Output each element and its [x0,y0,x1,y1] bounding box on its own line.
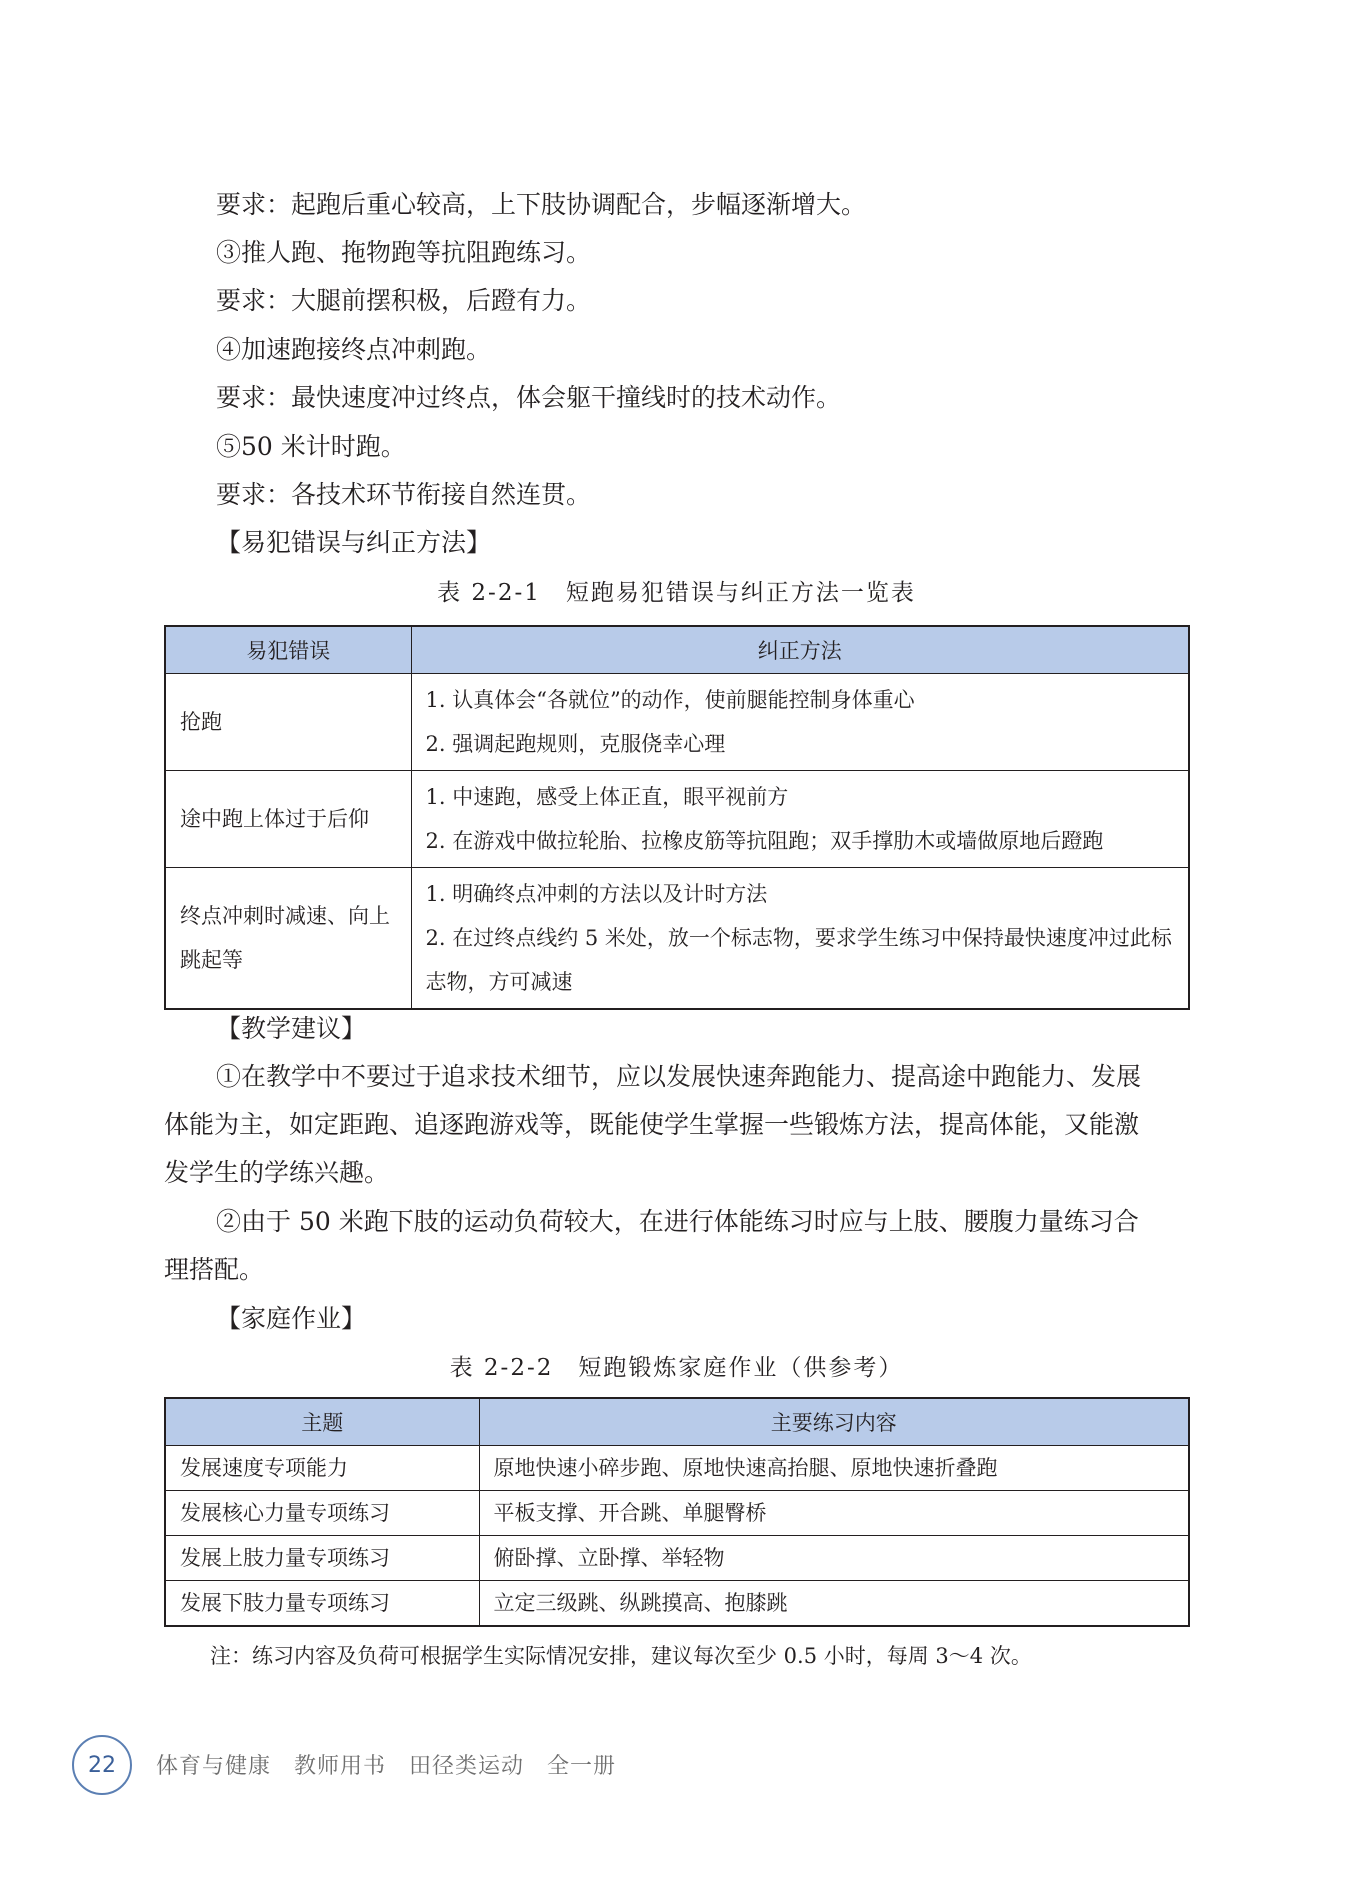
header-topic: 主题 [165,1398,479,1446]
teaching-p2-line2: 理搭配。 [164,1255,265,1284]
teaching-p1-line1: ①在教学中不要过于追求技术细节，应以发展快速奔跑能力、提高途中跑能力、发展 [216,1062,1142,1091]
topic-cell: 发展速度专项能力 [165,1446,479,1491]
exercise-3: ③推人跑、拖物跑等抗阻跑练习。 [216,238,592,267]
table2-note: 注：练习内容及负荷可根据学生实际情况安排，建议每次至少 0.5 小时，每周 3～4 次。 [210,1644,1032,1668]
topic-cell: 发展核心力量专项练习 [165,1491,479,1536]
header-error: 易犯错误 [165,626,411,674]
table-header-row [165,626,1189,674]
topic-cell: 发展下肢力量专项练习 [165,1581,479,1627]
table-row [165,868,1189,1010]
exercise-5: ⑤50 米计时跑。 [216,432,406,461]
table-row [165,1581,1189,1627]
teaching-p1-line2: 体能为主，如定距跑、追逐跑游戏等，既能使学生掌握一些锻炼方法，提高体能，又能激 [164,1110,1140,1139]
header-fix: 纠正方法 [411,626,1189,674]
error-cell: 抢跑 [165,674,411,771]
table-row [165,1491,1189,1536]
fix-cell [411,674,1189,771]
table-header-row [165,1398,1189,1446]
teaching-p1-line3: 发学生的学练兴趣。 [164,1158,390,1187]
content-cell: 立定三级跳、纵跳摸高、抱膝跳 [479,1581,1189,1627]
requirement-line-1: 要求：起跑后重心较高，上下肢协调配合，步幅逐渐增大。 [216,190,867,219]
table1-caption: 表 2-2-1 短跑易犯错误与纠正方法一览表 [437,580,916,606]
requirement-line-2: 要求：大腿前摆积极，后蹬有力。 [216,286,592,315]
table-row [165,771,1189,868]
requirement-line-3: 要求：最快速度冲过终点，体会躯干撞线时的技术动作。 [216,383,842,412]
requirement-line-4: 要求：各技术环节衔接自然连贯。 [216,480,592,509]
error-cell: 终点冲刺时减速、向上跳起等 [165,868,411,1010]
fix-cell [411,771,1189,868]
table-row [165,674,1189,771]
content-cell: 平板支撑、开合跳、单腿臀桥 [479,1491,1189,1536]
fix-cell [411,868,1189,1010]
fix-item: 1. 明确终点冲刺的方法以及计时方法 [425,882,768,906]
page-number: 22 [72,1735,132,1795]
header-content: 主要练习内容 [479,1398,1189,1446]
book-title: 体育与健康 教师用书 田径类运动 全一册 [156,1754,617,1779]
content-cell: 原地快速小碎步跑、原地快速高抬腿、原地快速折叠跑 [479,1446,1189,1491]
exercise-4: ④加速跑接终点冲刺跑。 [216,335,492,364]
fix-item: 2. 在过终点线约 5 米处，放一个标志物，要求学生练习中保持最快速度冲过此标志物，方可减速 [425,926,1172,994]
homework-table [164,1397,1190,1627]
fix-item: 1. 中速跑，感受上体正直，眼平视前方 [425,785,789,809]
table2-caption: 表 2-2-2 短跑锻炼家庭作业（供参考） [449,1355,904,1381]
section-heading-teaching: 【教学建议】 [216,1014,367,1043]
error-cell: 途中跑上体过于后仰 [165,771,411,868]
fix-item: 1. 认真体会“各就位”的动作，使前腿能控制身体重心 [425,688,915,712]
content-cell: 俯卧撑、立卧撑、举轻物 [479,1536,1189,1581]
teaching-p2-line1: ②由于 50 米跑下肢的运动负荷较大，在进行体能练习时应与上肢、腰腹力量练习合 [216,1207,1139,1236]
fix-item: 2. 在游戏中做拉轮胎、拉橡皮筋等抗阻跑；双手撑肋木或墙做原地后蹬跑 [425,829,1104,853]
section-heading-homework: 【家庭作业】 [216,1304,367,1333]
table-row [165,1446,1189,1491]
topic-cell: 发展上肢力量专项练习 [165,1536,479,1581]
table-row [165,1536,1189,1581]
errors-table [164,625,1190,1010]
fix-item: 2. 强调起跑规则，克服侥幸心理 [425,732,726,756]
section-heading-errors: 【易犯错误与纠正方法】 [216,528,492,557]
